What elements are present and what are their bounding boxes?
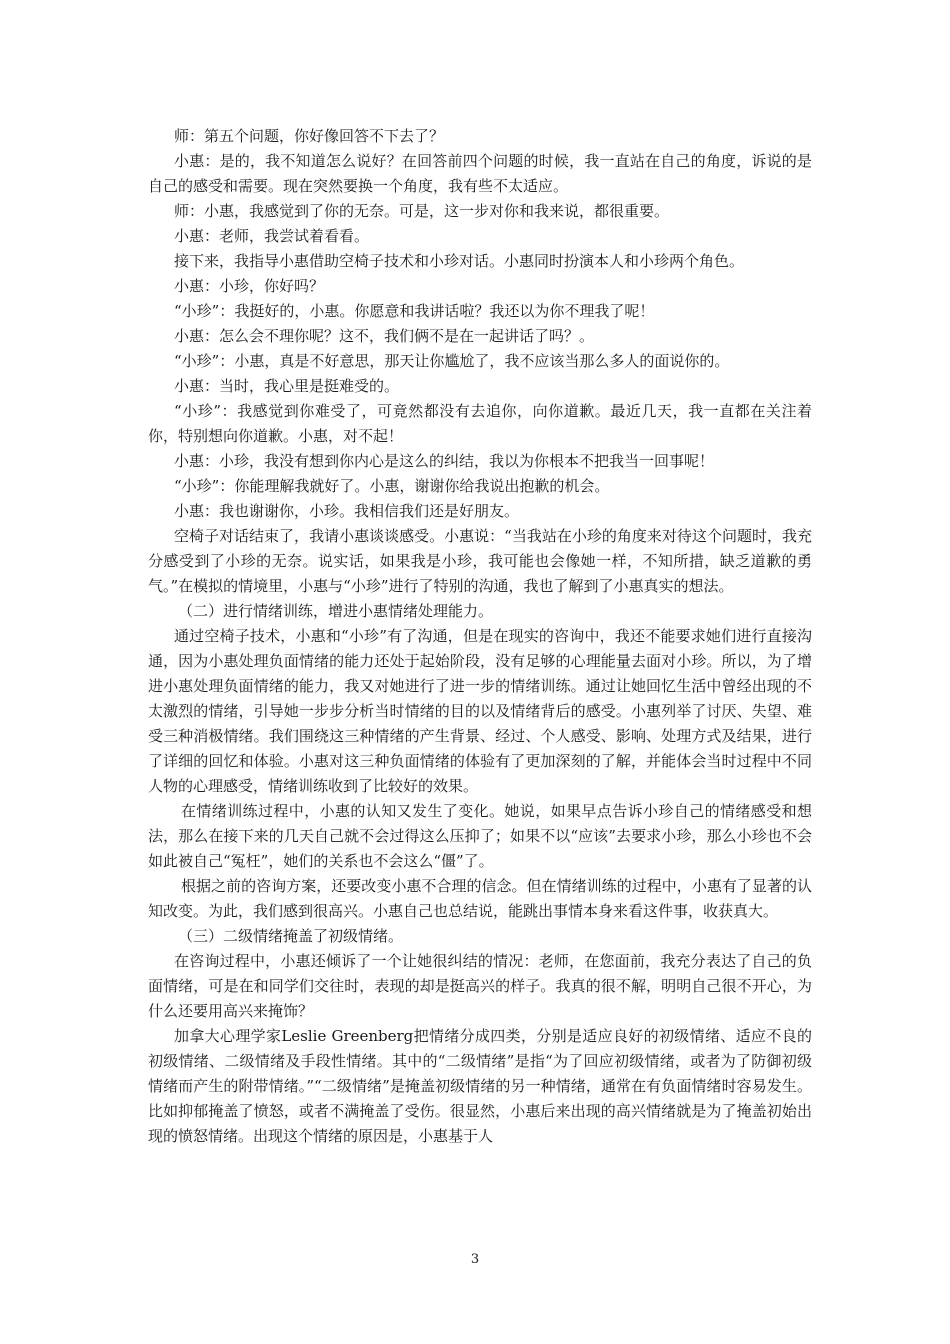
paragraph: 小惠：当时，我心里是挺难受的。 xyxy=(174,377,400,395)
document-body xyxy=(148,124,812,1149)
paragraph: 小惠：小珍，你好吗？ xyxy=(174,277,325,295)
section-heading: （三）二级情绪掩盖了初级情绪。 xyxy=(178,927,404,945)
section-heading: （二）进行情绪训练，增进小惠情绪处理能力。 xyxy=(178,602,494,620)
paragraph: 师：小惠，我感觉到了你的无奈。可是，这一步对你和我来说，都很重要。 xyxy=(174,202,670,220)
paragraph: 在咨询过程中，小惠还倾诉了一个让她很纠结的情况：老师，在您面前，我充分表达了自己的负面情绪，可是在和同学们交往时，表现的却是挺高兴的样子。我真的很不解，明明自己很不开心，为什么还要用高兴来掩饰？ xyxy=(148,952,812,1020)
paragraph: 师：第五个问题，你好像回答不下去了？ xyxy=(174,127,445,145)
paragraph: “小珍”：我感觉到你难受了，可竟然都没有去追你，向你道歉。最近几天，我一直都在关注着你，特别想向你道歉。小惠，对不起！ xyxy=(148,402,812,445)
paragraph: 小惠：我也谢谢你，小珍。我相信我们还是好朋友。 xyxy=(174,502,520,520)
page-number: 3 xyxy=(470,1252,480,1267)
paragraph: 小惠：怎么会不理你呢？这不，我们俩不是在一起讲话了吗？。 xyxy=(174,327,595,345)
paragraph: “小珍”：我挺好的，小惠。你愿意和我讲话啦？我还以为你不理我了呢！ xyxy=(174,302,655,320)
paragraph: “小珍”：你能理解我就好了。小惠，谢谢你给我说出抱歉的机会。 xyxy=(174,477,610,495)
paragraph: 加拿大心理学家Leslie Greenberg把情绪分成四类，分别是适应良好的初级情绪、适应不良的初级情绪、二级情绪及手段性情绪。其中的“二级情绪”是指“为了回应初级情绪，或者为了防御初级情绪而产生的附带情绪。”“二级情绪”是掩盖初级情绪的另一种情绪，通常在有负面情绪时容易发生。比如抑郁掩盖了愤怒，或者不满掩盖了受伤。很显然，小惠后来出现的高兴情绪就是为了掩盖初始出现的愤怒情绪。出现这个情绪的原因是，小惠基于人 xyxy=(148,1027,812,1145)
paragraph: 接下来，我指导小惠借助空椅子技术和小珍对话。小惠同时扮演本人和小珍两个角色。 xyxy=(174,252,745,270)
paragraph: “小珍”：小惠，真是不好意思，那天让你尴尬了，我不应该当那么多人的面说你的。 xyxy=(174,352,730,370)
paragraph: 小惠：老师，我尝试着看看。 xyxy=(174,227,370,245)
paragraph: 根据之前的咨询方案，还要改变小惠不合理的信念。但在情绪训练的过程中，小惠有了显著的认知改变。为此，我们感到很高兴。小惠自己也总结说，能跳出事情本身来看这件事，收获真大。 xyxy=(148,877,812,920)
paragraph: 通过空椅子技术，小惠和“小珍”有了沟通，但是在现实的咨询中，我还不能要求她们进行直接沟通，因为小惠处理负面情绪的能力还处于起始阶段，没有足够的心理能量去面对小珍。所以，为了增进小惠处理负面情绪的能力，我又对她进行了进一步的情绪训练。通过让她回忆生活中曾经出现的不太激烈的情绪，引导她一步步分析当时情绪的目的以及情绪背后的感受。小惠列举了讨厌、失望、难受三种消极情绪。我们围绕这三种情绪的产生背景、经过、个人感受、影响、处理方式及结果，进行了详细的回忆和体验。小惠对这三种负面情绪的体验有了更加深刻的了解，并能体会当时过程中不同人物的心理感受，情绪训练收到了比较好的效果。 xyxy=(148,627,812,795)
paragraph: 小惠：小珍，我没有想到你内心是这么的纠结，我以为你根本不把我当一回事呢！ xyxy=(174,452,715,470)
paragraph: 空椅子对话结束了，我请小惠谈谈感受。小惠说：“当我站在小珍的角度来对待这个问题时，我充分感受到了小珍的无奈。说实话，如果我是小珍，我可能也会像她一样，不知所措，缺乏道歉的勇气。”在模拟的情境里，小惠与“小珍”进行了特别的沟通，我也了解到了小惠真实的想法。 xyxy=(148,527,812,595)
paragraph: 在情绪训练过程中，小惠的认知又发生了变化。她说，如果早点告诉小珍自己的情绪感受和想法，那么在接下来的几天自己就不会过得这么压抑了；如果不以“应该”去要求小珍，那么小珍也不会如此被自己“冤枉”，她们的关系也不会这么“僵”了。 xyxy=(148,802,812,870)
paragraph: 小惠：是的，我不知道怎么说好？在回答前四个问题的时候，我一直站在自己的角度，诉说的是自己的感受和需要。现在突然要换一个角度，我有些不太适应。 xyxy=(148,152,812,195)
